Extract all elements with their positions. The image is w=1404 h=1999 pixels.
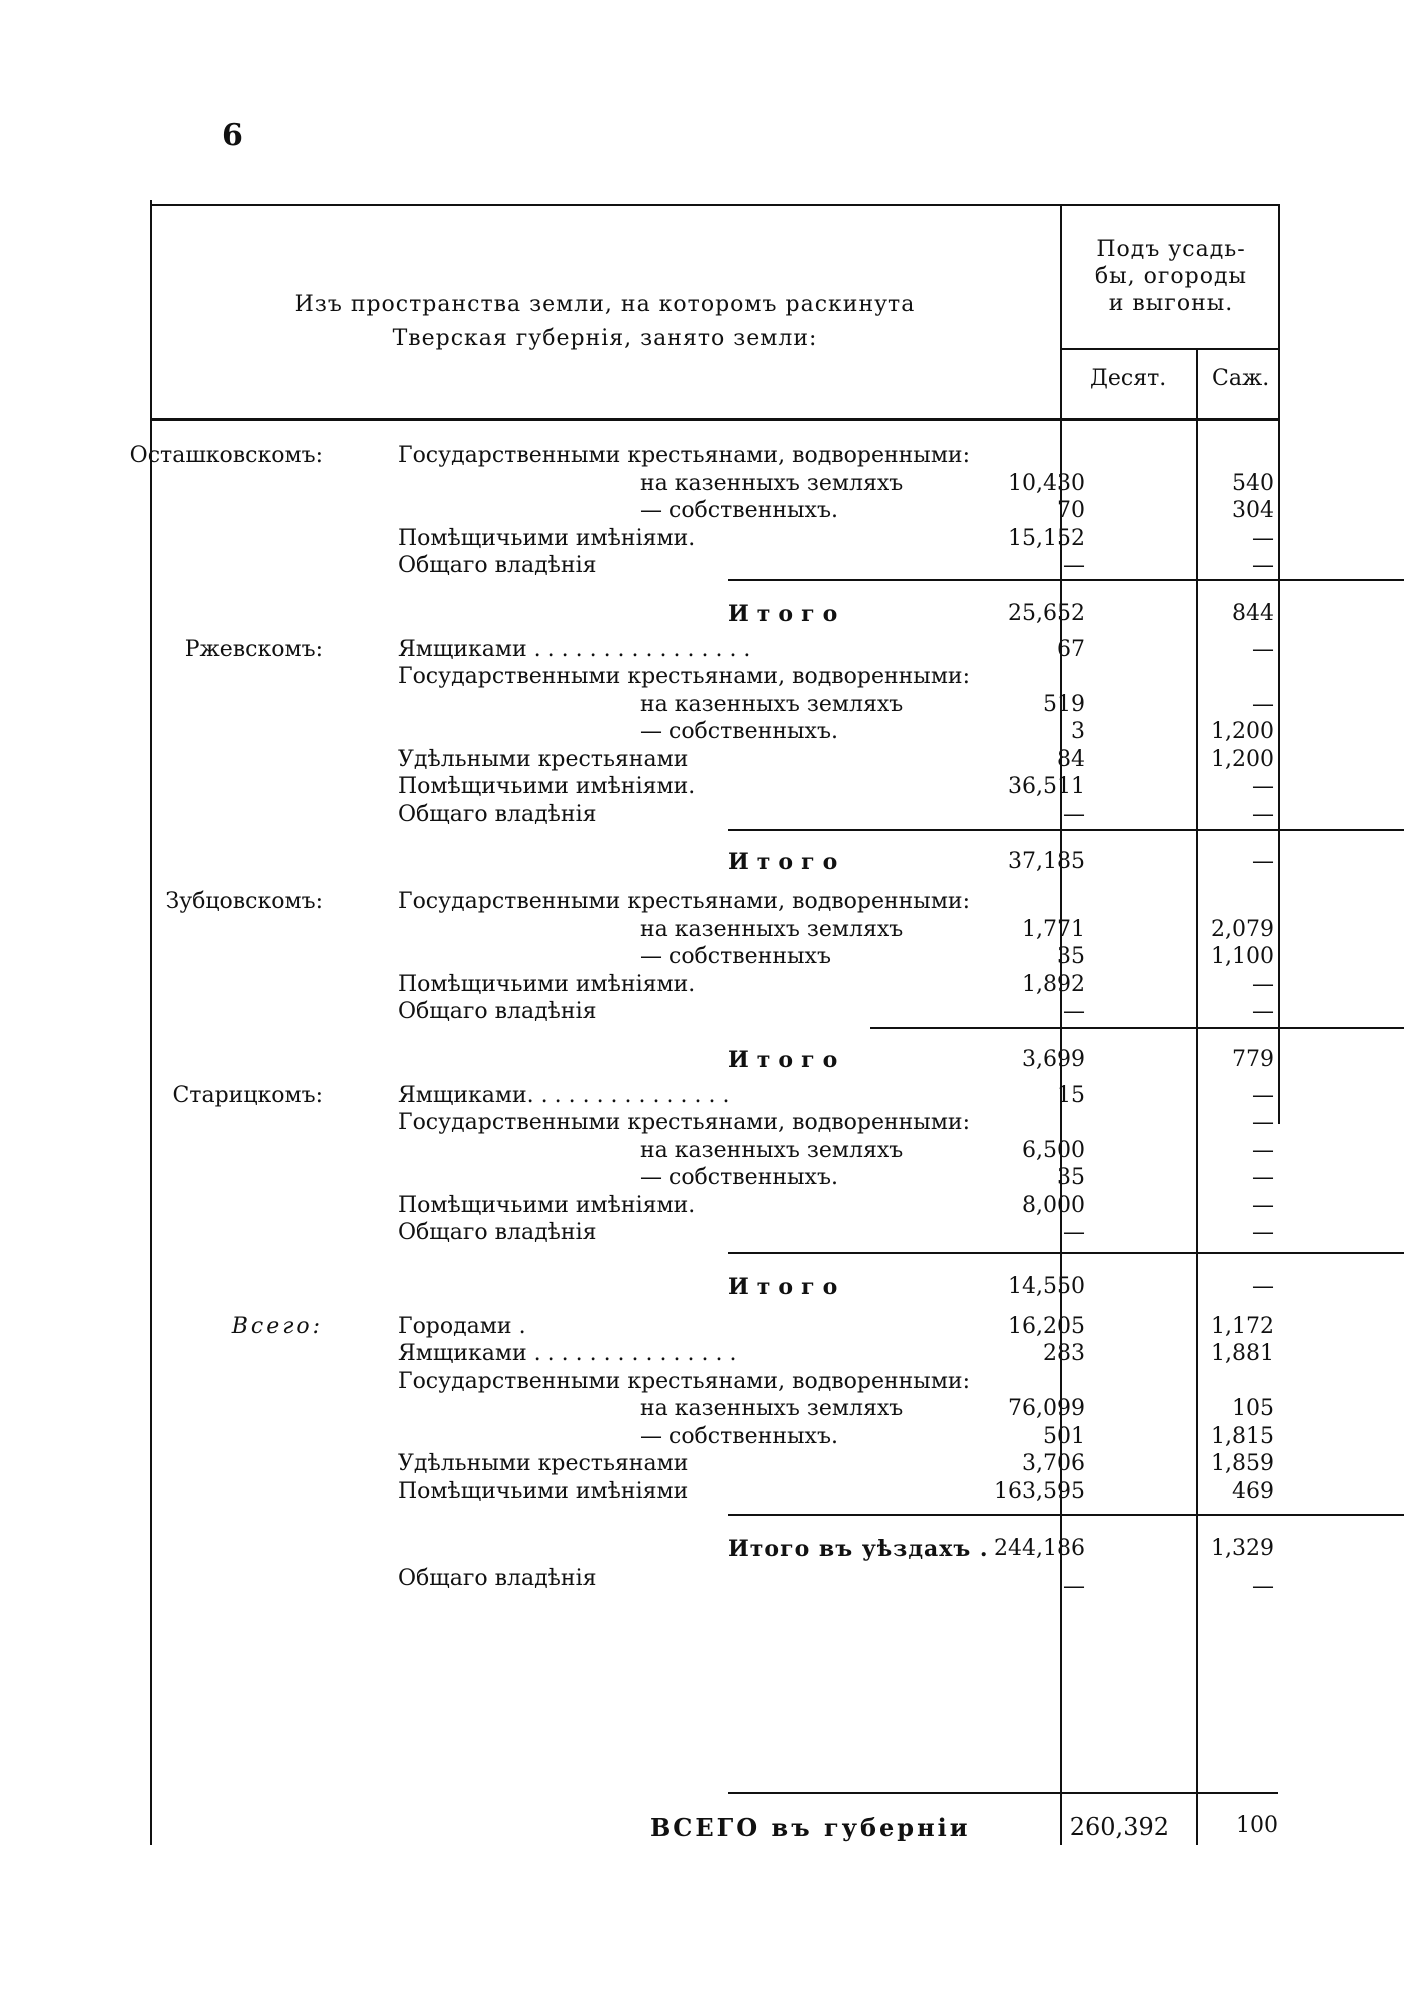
row-label: на казенныхъ земляхъ — [640, 916, 904, 942]
unit-desyat: Десят. — [1090, 366, 1167, 391]
header-line-1: Изъ пространства земли, на которомъ раскинута — [294, 292, 916, 317]
value-sazh: 469 — [1232, 1478, 1274, 1504]
grand-total-sazh: 100 — [1236, 1813, 1278, 1838]
value-sazh: — — [1252, 636, 1274, 662]
value-desyat: 3 — [1071, 719, 1085, 744]
table-row — [150, 553, 1280, 581]
value-sazh: 1,200 — [1211, 746, 1274, 772]
value-desyat: 15,152 — [1008, 525, 1085, 551]
total-rule — [728, 1252, 1404, 1254]
page-number: 6 — [222, 118, 243, 153]
value-desyat: 1,892 — [1022, 971, 1085, 997]
total-row — [150, 1033, 1280, 1073]
total-rule — [728, 579, 1404, 581]
table-row — [150, 1369, 1280, 1397]
total-label: Итого — [728, 1046, 846, 1073]
row-label: Общаго владѣнія — [398, 1220, 597, 1245]
value-desyat: 16,205 — [1008, 1313, 1085, 1339]
total-sazh: 844 — [1232, 600, 1274, 626]
row-label: Государственными крестьянами, водворенными: — [398, 1110, 970, 1135]
total-label: Итого въ уѣздахъ . — [728, 1536, 989, 1562]
value-sazh: — — [1252, 525, 1274, 551]
row-label: Общаго владѣнія — [398, 801, 597, 827]
column-header-line-3: и выгоны. — [1108, 291, 1234, 316]
value-sazh: — — [1252, 553, 1274, 578]
row-label: на казенныхъ земляхъ — [640, 470, 904, 496]
total-desyat: 14,550 — [1008, 1273, 1085, 1299]
value-sazh: — — [1252, 1082, 1274, 1108]
value-sazh: 1,200 — [1211, 719, 1274, 744]
table-row — [150, 637, 1280, 665]
row-label: — собственныхъ. — [640, 1165, 838, 1190]
value-sazh: — — [1252, 1574, 1274, 1599]
total-desyat: 244,186 — [994, 1536, 1085, 1561]
value-sazh: 1,172 — [1211, 1313, 1274, 1339]
table-row — [150, 999, 1280, 1027]
value-desyat: — — [1063, 1220, 1085, 1245]
value-desyat: — — [1063, 1574, 1085, 1599]
table-row — [150, 1479, 1280, 1507]
table-row — [150, 1314, 1280, 1342]
value-desyat: 6,500 — [1022, 1137, 1085, 1163]
row-label: Государственными крестьянами, водворенными: — [398, 1368, 970, 1394]
value-sazh: — — [1252, 801, 1274, 827]
table-row — [150, 719, 1280, 747]
value-desyat: 15 — [1057, 1082, 1085, 1108]
total-desyat: 3,699 — [1022, 1046, 1085, 1072]
value-desyat: 10,430 — [1008, 470, 1085, 496]
table-row — [150, 526, 1280, 554]
row-label: Общаго владѣнія — [398, 999, 597, 1024]
value-desyat: — — [1063, 553, 1085, 578]
row-label: Ямщиками . . . . . . . . . . . . . . . — [398, 1341, 737, 1366]
table-row — [150, 498, 1280, 526]
row-label: Государственными крестьянами, водворенными: — [398, 443, 970, 468]
row-label: — собственныхъ. — [640, 498, 838, 523]
table-body — [129, 443, 1280, 1599]
table-row — [150, 1396, 1280, 1424]
table-row — [150, 747, 1280, 775]
value-desyat: — — [1063, 801, 1085, 827]
row-label: Общаго владѣнія — [398, 1566, 597, 1591]
value-sazh: — — [1252, 1220, 1274, 1245]
table-header-description — [150, 288, 1060, 356]
grand-total-desyat: 260,392 — [1069, 1813, 1169, 1841]
table-row — [150, 664, 1280, 692]
value-sazh: — — [1252, 1110, 1274, 1135]
total-sazh: 779 — [1232, 1046, 1274, 1072]
value-desyat: 283 — [1043, 1341, 1085, 1366]
value-sazh: — — [1252, 774, 1274, 799]
unit-divider-rule — [1062, 348, 1280, 350]
total-label: Итого — [728, 1273, 846, 1300]
table-top-rule — [150, 204, 1280, 206]
row-label: на казенныхъ земляхъ — [640, 691, 904, 717]
value-desyat: 35 — [1057, 944, 1085, 969]
row-label: Государственными крестьянами, водворенными: — [398, 664, 970, 689]
value-sazh: 304 — [1232, 498, 1274, 523]
table-row — [150, 1110, 1280, 1138]
table-row — [150, 972, 1280, 1000]
total-rule — [870, 1027, 1404, 1029]
value-desyat: 8,000 — [1022, 1192, 1085, 1218]
value-sazh: 1,815 — [1211, 1423, 1274, 1449]
total-sazh: — — [1252, 849, 1274, 874]
row-label: на казенныхъ земляхъ — [640, 1137, 904, 1163]
value-sazh: — — [1252, 971, 1274, 997]
total-row — [150, 1254, 1280, 1300]
total-row — [150, 587, 1280, 627]
value-sazh: — — [1252, 1165, 1274, 1190]
value-desyat: 84 — [1057, 746, 1085, 772]
row-label: Удѣльными крестьянами — [398, 746, 689, 772]
grand-total-label: ВСЕГО въ губерніи — [650, 1813, 971, 1842]
table-row — [150, 1083, 1280, 1111]
row-label: Помѣщичьими имѣніями — [398, 1478, 689, 1504]
district-name: Ржевскомъ: — [184, 636, 323, 662]
row-label: Помѣщичьими имѣніями. — [398, 1192, 696, 1218]
row-label: на казенныхъ земляхъ — [640, 1396, 904, 1421]
value-desyat: 163,595 — [994, 1478, 1085, 1504]
value-desyat: 76,099 — [1008, 1396, 1085, 1421]
value-sazh: — — [1252, 1192, 1274, 1218]
row-label: — собственныхъ. — [640, 719, 838, 744]
total-row — [150, 1512, 1280, 1562]
value-desyat: 67 — [1057, 636, 1085, 662]
value-sazh: 105 — [1232, 1396, 1274, 1421]
table-row — [150, 471, 1280, 499]
row-label: Удѣльными крестьянами — [398, 1451, 689, 1476]
table-row — [150, 944, 1280, 972]
total-desyat: 37,185 — [1008, 849, 1085, 874]
value-sazh: — — [1252, 999, 1274, 1024]
value-sazh: — — [1252, 1137, 1274, 1163]
total-sazh: 1,329 — [1211, 1536, 1274, 1561]
table-row — [150, 692, 1280, 720]
total-rule — [728, 1514, 1404, 1516]
column-header-line-1: Подъ усадь- — [1096, 237, 1246, 262]
table-row — [150, 1165, 1280, 1193]
table-row — [150, 917, 1280, 945]
value-sazh: 1,881 — [1211, 1341, 1274, 1366]
value-desyat: 519 — [1043, 691, 1085, 717]
table-row — [150, 889, 1280, 917]
row-label: Городами . — [398, 1313, 526, 1339]
row-label: — собственныхъ — [640, 944, 831, 969]
table-row — [150, 1341, 1280, 1369]
district-name: Зубцовскомъ: — [165, 889, 323, 914]
value-sazh: 540 — [1232, 470, 1274, 496]
value-sazh: 2,079 — [1211, 916, 1274, 942]
table-row — [150, 1424, 1280, 1452]
row-label: Помѣщичьими имѣніями. — [398, 971, 696, 997]
table-row — [150, 1451, 1280, 1479]
value-desyat: 70 — [1057, 498, 1085, 523]
table-row — [129, 443, 1280, 471]
table-row — [150, 1138, 1280, 1166]
row-label: Государственными крестьянами, водворенными: — [398, 889, 970, 914]
row-label: Помѣщичьими имѣніями. — [398, 525, 696, 551]
table-row — [150, 1220, 1280, 1248]
value-desyat: 501 — [1043, 1423, 1085, 1449]
value-desyat: 35 — [1057, 1165, 1085, 1190]
row-label: Помѣщичьими имѣніями. — [398, 774, 696, 799]
district-name: Старицкомъ: — [172, 1082, 323, 1108]
total-rule — [728, 829, 1404, 831]
total-desyat: 25,652 — [1008, 600, 1085, 626]
total-sazh: — — [1252, 1273, 1274, 1299]
header-bottom-rule — [150, 418, 1280, 421]
value-desyat: — — [1063, 999, 1085, 1024]
total-label: Итого — [728, 600, 846, 627]
header-line-2: Тверская губернія, занято земли: — [392, 326, 818, 351]
value-sazh: 1,859 — [1211, 1451, 1274, 1476]
column-header-line-2: бы, огороды — [1094, 264, 1248, 289]
total-label: Итого — [728, 849, 846, 875]
unit-sazh: Саж. — [1212, 366, 1270, 391]
row-label: Ямщиками . . . . . . . . . . . . . . . . — [398, 636, 751, 662]
row-label: Ямщиками. . . . . . . . . . . . . . . — [398, 1082, 730, 1108]
table-row — [150, 1193, 1280, 1221]
table-row — [150, 802, 1280, 830]
value-sazh: 1,100 — [1211, 944, 1274, 969]
grand-total-rule — [728, 1792, 1278, 1794]
value-desyat: 3,706 — [1022, 1451, 1085, 1476]
table-row — [150, 1566, 1280, 1599]
row-label: Общаго владѣнія — [398, 553, 597, 578]
district-name: Всего: — [231, 1313, 323, 1339]
column-header-usadby — [1062, 236, 1280, 317]
district-name: Осташковскомъ: — [129, 443, 323, 468]
value-sazh: — — [1252, 691, 1274, 717]
table-row — [150, 774, 1280, 802]
value-desyat: 1,771 — [1022, 916, 1085, 942]
total-row — [150, 835, 1280, 875]
value-desyat: 36,511 — [1008, 774, 1085, 799]
row-label: — собственныхъ. — [640, 1423, 838, 1449]
